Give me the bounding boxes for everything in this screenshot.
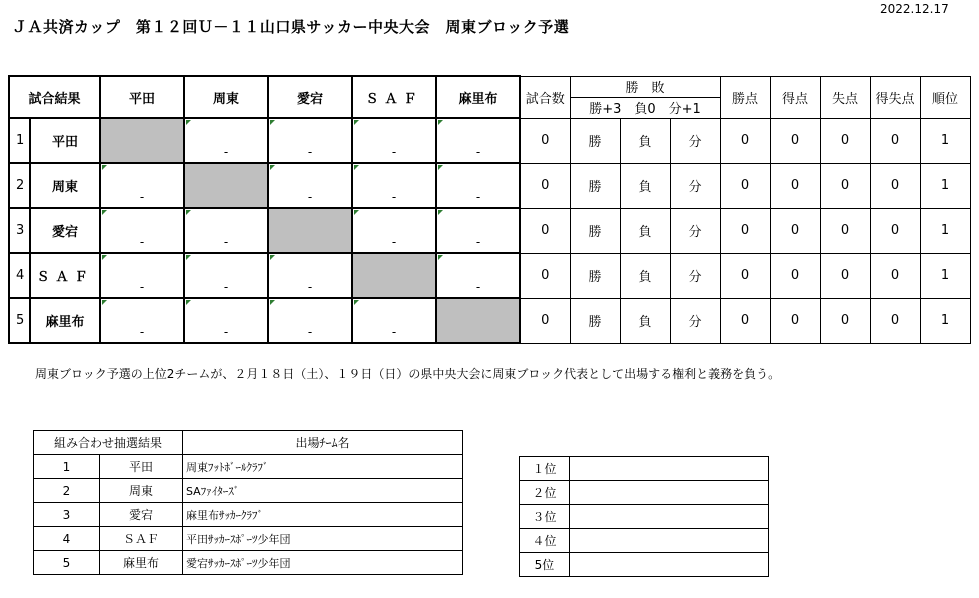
row-team-name: 麻里布 xyxy=(30,298,100,343)
header-team-4: ＳＡＦ xyxy=(352,76,436,118)
draw-short-name: 麻里布 xyxy=(100,551,183,575)
goal-diff-value: 0 xyxy=(870,253,920,298)
goal-diff-value: 0 xyxy=(870,298,920,343)
score-dash: - xyxy=(139,280,145,294)
score-dash: - xyxy=(307,280,313,294)
input-marker-icon xyxy=(438,165,443,170)
rank-value: 1 xyxy=(920,208,970,253)
draw-label: 分 xyxy=(670,208,720,253)
self-match-cell xyxy=(436,298,520,343)
row-number: 4 xyxy=(9,253,30,298)
loss-label: 負 xyxy=(620,298,670,343)
match-score-cell xyxy=(268,163,352,208)
score-dash: - xyxy=(475,145,481,159)
rank-position-label: ４位 xyxy=(520,529,570,553)
draw-full-team-name: 愛宕ｻｯｶｰｽﾎﾟｰﾂ少年団 xyxy=(183,551,463,575)
header-goals-against: 失点 xyxy=(820,76,870,118)
score-dash: - xyxy=(475,280,481,294)
rank-row xyxy=(520,529,769,553)
rank-team-cell xyxy=(570,457,769,481)
goals-for-value: 0 xyxy=(770,208,820,253)
rank-row xyxy=(520,481,769,505)
match-score-cell xyxy=(184,253,268,298)
matches-played: 0 xyxy=(520,253,570,298)
match-score-cell xyxy=(268,118,352,163)
draw-number: 5 xyxy=(34,551,100,575)
win-label: 勝 xyxy=(570,298,620,343)
loss-label: 負 xyxy=(620,118,670,163)
input-marker-icon xyxy=(270,255,275,260)
draw-full-team-name: 周東ﾌｯﾄﾎﾞｰﾙｸﾗﾌﾞ xyxy=(183,455,463,479)
match-score-cell xyxy=(100,298,184,343)
match-score-cell xyxy=(436,208,520,253)
input-marker-icon xyxy=(354,165,359,170)
loss-label: 負 xyxy=(620,163,670,208)
match-score-cell xyxy=(268,298,352,343)
rank-table xyxy=(519,456,769,577)
score-dash: - xyxy=(391,190,397,204)
draw-number: 1 xyxy=(34,455,100,479)
self-match-cell xyxy=(268,208,352,253)
score-dash: - xyxy=(223,145,229,159)
row-team-name: ＳＡＦ xyxy=(30,253,100,298)
match-score-cell xyxy=(352,118,436,163)
goals-for-value: 0 xyxy=(770,253,820,298)
header-team-3: 愛宕 xyxy=(268,76,352,118)
match-score-cell xyxy=(268,253,352,298)
score-dash: - xyxy=(223,235,229,249)
draw-full-team-name: 麻里布ｻｯｶｰｸﾗﾌﾞ xyxy=(183,503,463,527)
input-marker-icon xyxy=(186,255,191,260)
date-label: 2022.12.17 xyxy=(880,2,949,16)
score-dash: - xyxy=(139,235,145,249)
input-marker-icon xyxy=(186,210,191,215)
draw-row xyxy=(34,527,463,551)
draw-short-name: 周東 xyxy=(100,479,183,503)
loss-label: 負 xyxy=(620,208,670,253)
match-score-cell xyxy=(436,118,520,163)
input-marker-icon xyxy=(102,210,107,215)
draw-header-result: 組み合わせ抽選結果 xyxy=(34,431,183,455)
results-table xyxy=(8,75,971,344)
win-label: 勝 xyxy=(570,253,620,298)
score-dash: - xyxy=(139,325,145,339)
match-score-cell xyxy=(352,298,436,343)
draw-label: 分 xyxy=(670,118,720,163)
matches-played: 0 xyxy=(520,163,570,208)
goals-against-value: 0 xyxy=(820,163,870,208)
matches-played: 0 xyxy=(520,298,570,343)
input-marker-icon xyxy=(438,210,443,215)
score-dash: - xyxy=(307,145,313,159)
input-marker-icon xyxy=(186,120,191,125)
goals-against-value: 0 xyxy=(820,118,870,163)
input-marker-icon xyxy=(354,210,359,215)
win-label: 勝 xyxy=(570,118,620,163)
qualification-note: 周東ブロック予選の上位2チームが、２月１８日（土）、１９日（日）の県中央大会に周東ブロック代表として出場する権利と義務を負う。 xyxy=(35,367,781,381)
score-dash: - xyxy=(223,280,229,294)
draw-short-name: 愛宕 xyxy=(100,503,183,527)
draw-full-team-name: 平田ｻｯｶｰｽﾎﾟｰﾂ少年団 xyxy=(183,527,463,551)
header-matches: 試合数 xyxy=(520,76,570,118)
results-corner-label: 試合結果 xyxy=(9,76,100,118)
row-team-name: 周東 xyxy=(30,163,100,208)
rank-value: 1 xyxy=(920,118,970,163)
rank-row xyxy=(520,553,769,577)
rank-team-cell xyxy=(570,481,769,505)
goals-for-value: 0 xyxy=(770,163,820,208)
header-points: 勝点 xyxy=(720,76,770,118)
draw-label: 分 xyxy=(670,253,720,298)
match-score-cell xyxy=(436,163,520,208)
match-score-cell xyxy=(184,298,268,343)
self-match-cell xyxy=(184,163,268,208)
match-score-cell xyxy=(184,208,268,253)
header-team-1: 平田 xyxy=(100,76,184,118)
header-team-5: 麻里布 xyxy=(436,76,520,118)
goals-for-value: 0 xyxy=(770,118,820,163)
header-team-2: 周東 xyxy=(184,76,268,118)
win-label: 勝 xyxy=(570,163,620,208)
rank-position-label: ２位 xyxy=(520,481,570,505)
score-dash: - xyxy=(307,190,313,204)
rank-value: 1 xyxy=(920,298,970,343)
header-rank: 順位 xyxy=(920,76,970,118)
score-dash: - xyxy=(475,190,481,204)
rank-position-label: １位 xyxy=(520,457,570,481)
draw-full-team-name: SAﾌｧｲﾀｰｽﾞ xyxy=(183,479,463,503)
results-row xyxy=(9,163,970,208)
goal-diff-value: 0 xyxy=(870,208,920,253)
self-match-cell xyxy=(100,118,184,163)
draw-header-team: 出場ﾁｰﾑ名 xyxy=(183,431,463,455)
row-team-name: 愛宕 xyxy=(30,208,100,253)
rank-team-cell xyxy=(570,505,769,529)
goal-diff-value: 0 xyxy=(870,163,920,208)
input-marker-icon xyxy=(186,300,191,305)
self-match-cell xyxy=(352,253,436,298)
score-dash: - xyxy=(391,235,397,249)
input-marker-icon xyxy=(270,300,275,305)
draw-label: 分 xyxy=(670,298,720,343)
match-score-cell xyxy=(100,208,184,253)
match-score-cell xyxy=(436,253,520,298)
draw-row xyxy=(34,455,463,479)
score-dash: - xyxy=(223,325,229,339)
score-dash: - xyxy=(139,190,145,204)
input-marker-icon xyxy=(102,165,107,170)
page-title: ＪＡ共済カップ 第１２回Ｕ－１１山口県サッカー中央大会 周東ブロック予選 xyxy=(12,18,570,36)
points-value: 0 xyxy=(720,163,770,208)
points-value: 0 xyxy=(720,118,770,163)
match-score-cell xyxy=(100,163,184,208)
results-row xyxy=(9,298,970,343)
row-team-name: 平田 xyxy=(30,118,100,163)
match-score-cell xyxy=(352,208,436,253)
goal-diff-value: 0 xyxy=(870,118,920,163)
draw-row xyxy=(34,503,463,527)
goals-for-value: 0 xyxy=(770,298,820,343)
matches-played: 0 xyxy=(520,118,570,163)
draw-row xyxy=(34,479,463,503)
rank-row xyxy=(520,457,769,481)
row-number: 1 xyxy=(9,118,30,163)
rank-team-cell xyxy=(570,553,769,577)
draw-short-name: ＳＡＦ xyxy=(100,527,183,551)
match-score-cell xyxy=(184,118,268,163)
header-wdl: 勝 敗 xyxy=(570,76,720,97)
points-value: 0 xyxy=(720,298,770,343)
score-dash: - xyxy=(391,325,397,339)
rank-position-label: 5位 xyxy=(520,553,570,577)
draw-table xyxy=(33,430,463,575)
input-marker-icon xyxy=(438,120,443,125)
goals-against-value: 0 xyxy=(820,298,870,343)
match-score-cell xyxy=(352,163,436,208)
input-marker-icon xyxy=(102,255,107,260)
draw-number: 4 xyxy=(34,527,100,551)
score-dash: - xyxy=(475,235,481,249)
match-score-cell xyxy=(100,253,184,298)
row-number: 2 xyxy=(9,163,30,208)
draw-row xyxy=(34,551,463,575)
row-number: 3 xyxy=(9,208,30,253)
row-number: 5 xyxy=(9,298,30,343)
draw-number: 2 xyxy=(34,479,100,503)
rank-position-label: ３位 xyxy=(520,505,570,529)
rank-team-cell xyxy=(570,529,769,553)
input-marker-icon xyxy=(102,300,107,305)
goals-against-value: 0 xyxy=(820,208,870,253)
matches-played: 0 xyxy=(520,208,570,253)
loss-label: 負 xyxy=(620,253,670,298)
results-row xyxy=(9,118,970,163)
rank-value: 1 xyxy=(920,163,970,208)
score-dash: - xyxy=(391,145,397,159)
results-row xyxy=(9,208,970,253)
input-marker-icon xyxy=(354,300,359,305)
score-dash: - xyxy=(307,325,313,339)
draw-short-name: 平田 xyxy=(100,455,183,479)
input-marker-icon xyxy=(270,120,275,125)
draw-label: 分 xyxy=(670,163,720,208)
draw-number: 3 xyxy=(34,503,100,527)
input-marker-icon xyxy=(354,120,359,125)
results-row xyxy=(9,253,970,298)
header-goals-for: 得点 xyxy=(770,76,820,118)
rank-row xyxy=(520,505,769,529)
input-marker-icon xyxy=(438,255,443,260)
points-value: 0 xyxy=(720,208,770,253)
header-goal-diff: 得失点 xyxy=(870,76,920,118)
rank-value: 1 xyxy=(920,253,970,298)
input-marker-icon xyxy=(270,165,275,170)
goals-against-value: 0 xyxy=(820,253,870,298)
win-label: 勝 xyxy=(570,208,620,253)
points-value: 0 xyxy=(720,253,770,298)
header-wdl-points: 勝+3 負0 分+1 xyxy=(570,97,720,118)
